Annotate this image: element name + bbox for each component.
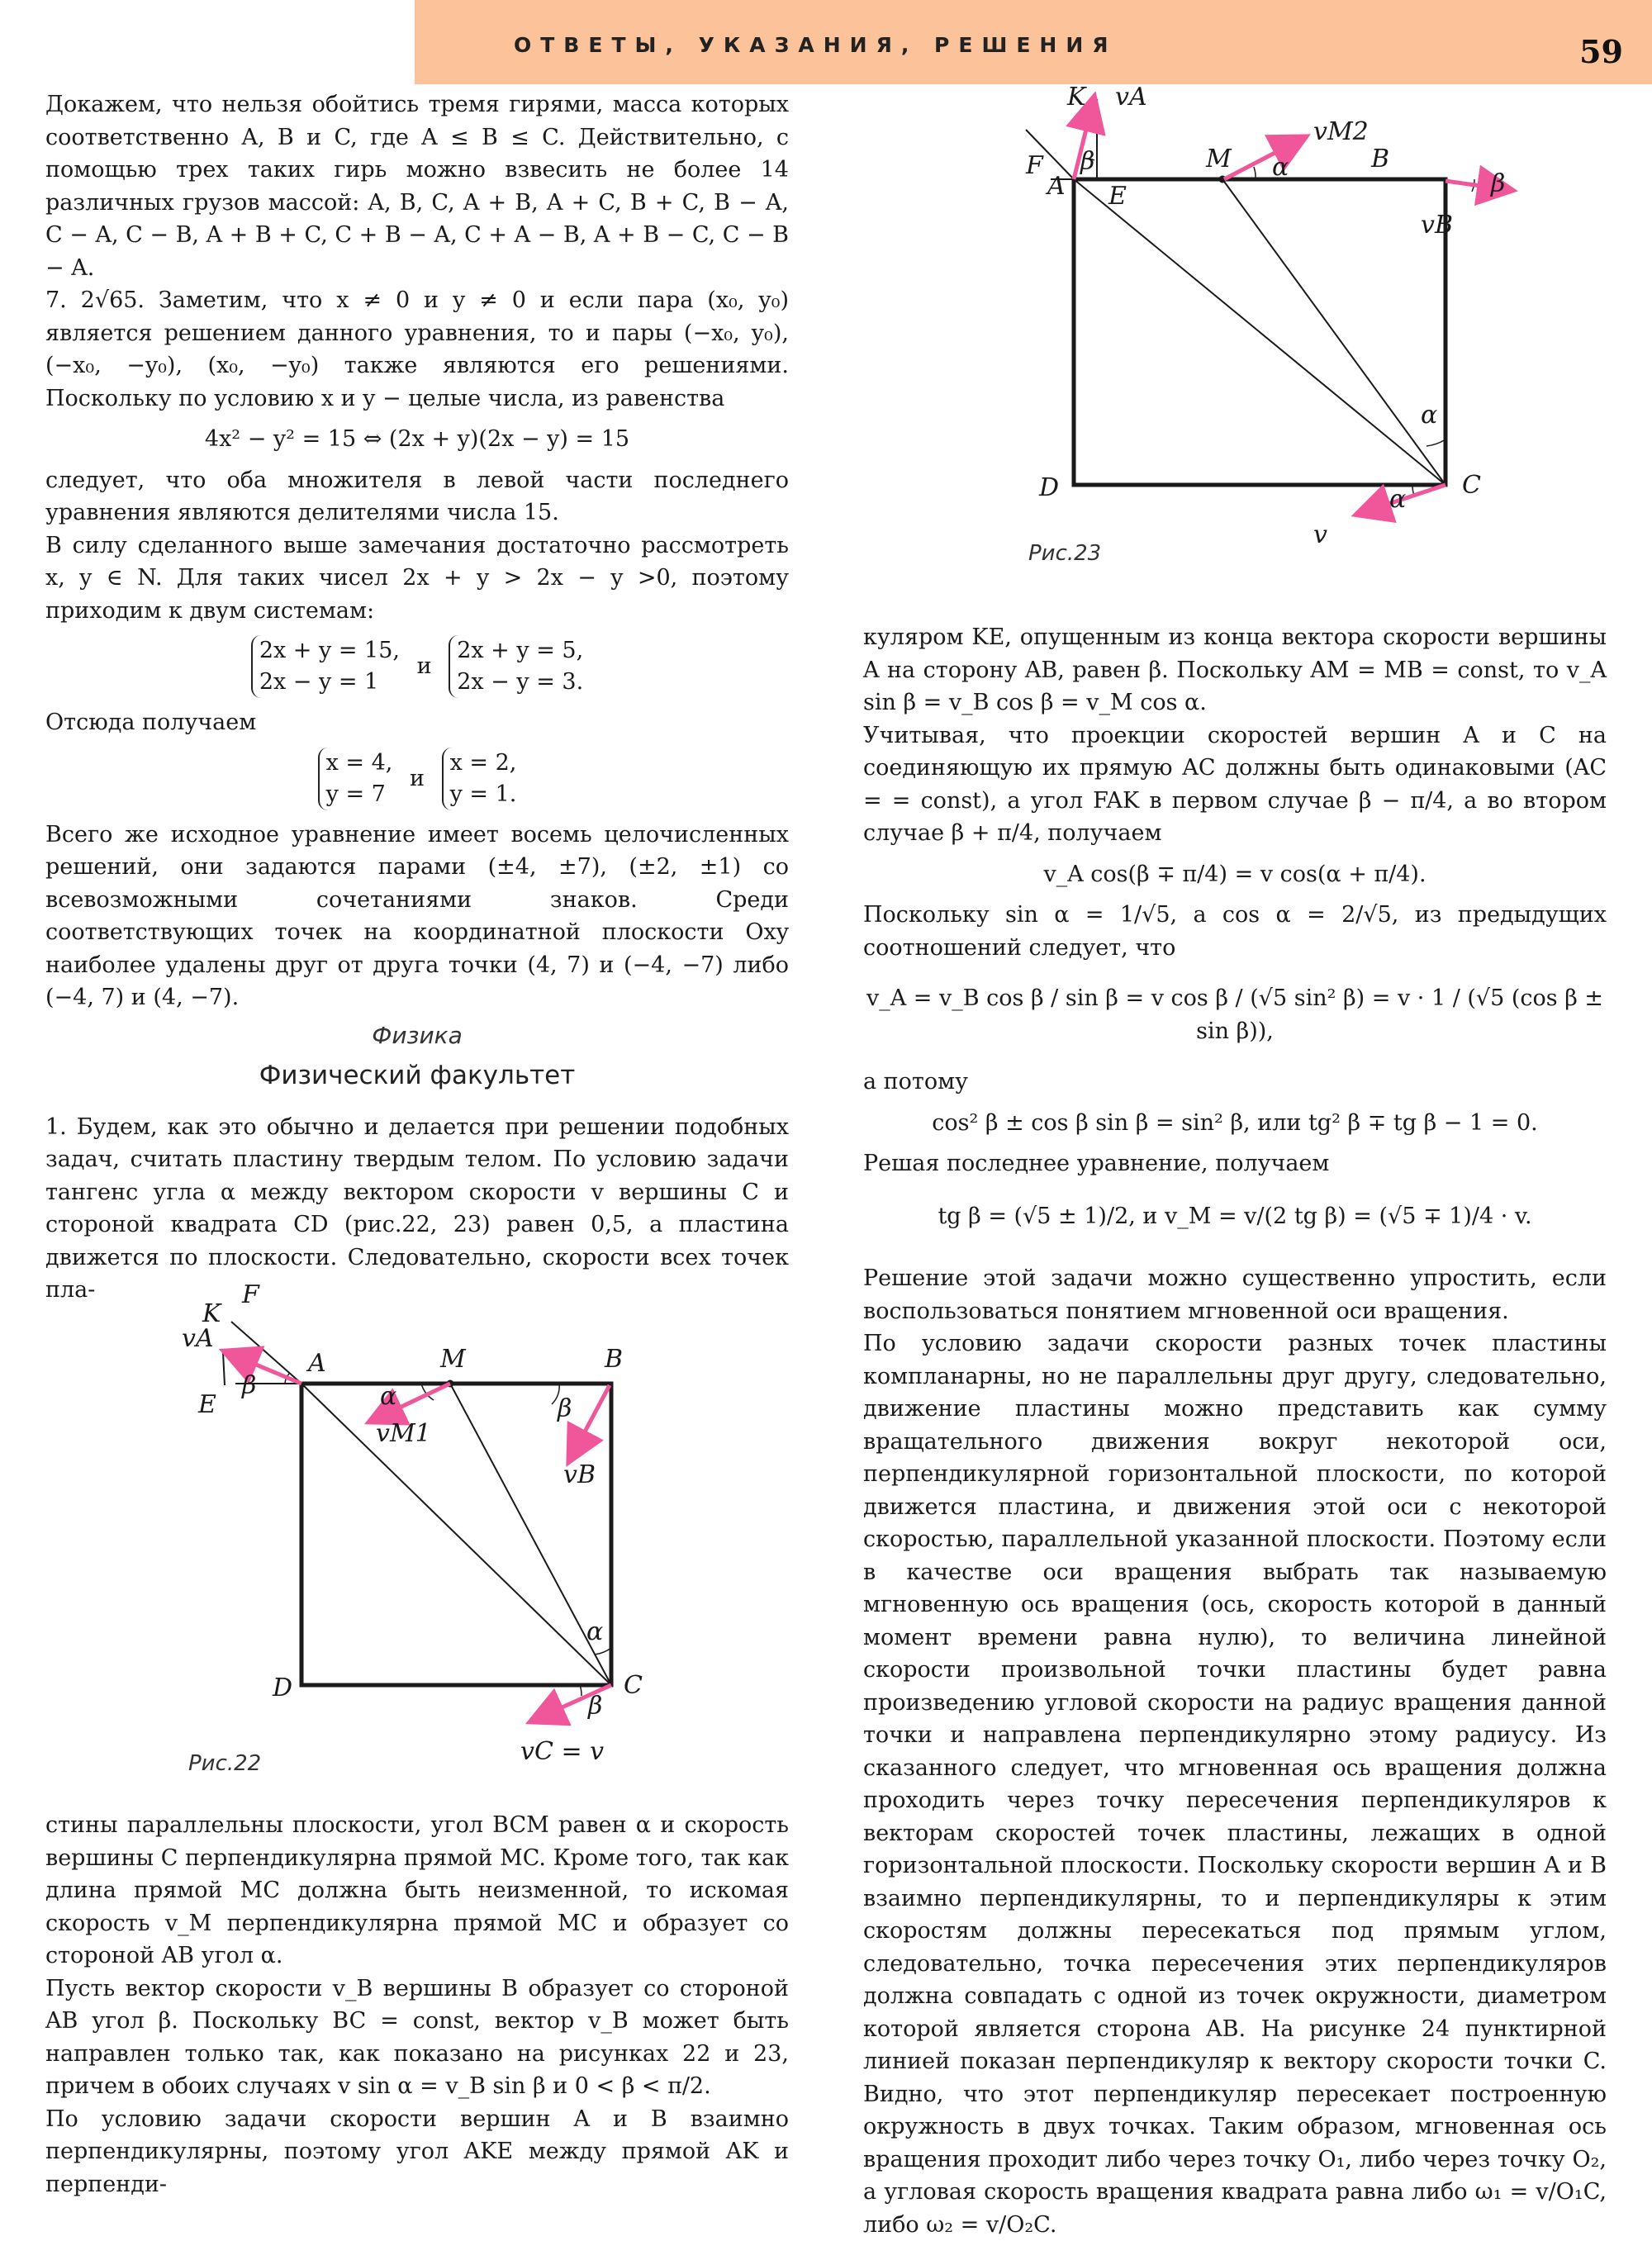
fig-label: v <box>1313 520 1327 549</box>
left-column-bottom <box>45 1809 789 2201</box>
figure-caption: Рис.22 <box>188 1751 262 1776</box>
fig-label: M <box>440 1345 466 1374</box>
fig-label: E <box>1108 182 1127 211</box>
paragraph: Пусть вектор скорости v_B вершины B образует со стороной AB угол β. Поскольку BC = const, вектор v_B может быть направлен только так, как показано на рисунках 22 и 23, причем в обоих случаях v sin α = v_B sin β и 0 < β < π/2. <box>45 1975 789 2099</box>
paragraph: Решая последнее уравнение, получаем <box>863 1151 1330 1176</box>
running-head: ОТВЕТЫ, УКАЗАНИЯ, РЕШЕНИЯ <box>514 33 1118 57</box>
fig-label: C <box>1462 471 1481 500</box>
fig-label: E <box>198 1390 216 1419</box>
section-heading: Физика <box>372 1021 463 1049</box>
paragraph: Решение этой задачи можно существенно упростить, если воспользоваться понятием мгновенной оси вращения. <box>863 1265 1607 1324</box>
paragraph: Поскольку sin α = 1/√5, a cos α = 2/√5, из предыдущих соотношений следует, что <box>863 902 1607 961</box>
fig-label: α <box>380 1382 397 1411</box>
subsection-heading: Физический факультет <box>259 1061 576 1090</box>
fig-label: β <box>558 1394 572 1423</box>
paragraph: Отсюда получаем <box>45 710 257 735</box>
fig-label: D <box>1039 473 1060 502</box>
fig-label: F <box>242 1280 259 1309</box>
fig-label: vC = v <box>520 1737 605 1766</box>
paragraph: следует, что оба множителя в левой части последнего уравнения являются делителями числа 15. <box>45 467 789 525</box>
paragraph: Всего же исходное уравнение имеет восемь целочисленных решений, они задаются парами (±4, ±7), (±2, ±1) со всевозможными сочетаниями знаков. Среди соответствующих точек на координатной плоскости Oxy наиболее удалены друг от друга точки (4, 7) и (−4, −7) либо (−4, 7) и (4, −7). <box>45 821 789 1010</box>
system-of-solutions: x = 4, y = 7 и x = 2, y = 1. <box>45 748 789 810</box>
left-column-top <box>45 88 789 1307</box>
paragraph: стины параллельны плоскости, угол BCM равен α и скорость вершины C перпендикулярна прямой MC. Кроме того, так как длина прямой MC должна быть неизменной, то искомая скорость v_M перпендикулярна прямой MC и образует со стороной AB угол α. <box>45 1812 789 1968</box>
fig-label: F <box>1026 151 1043 180</box>
paragraph: По условию задачи скорости разных точек пластины компланарны, но не параллельны друг другу, следовательно, движение пластины можно представить как сумму вращательного движения вокруг некоторой оси, перпендикулярной горизонтальной плоскости, по которой движется пластина, и движения этой оси с некоторой скоростью, параллельной указанной плоскости. Поэтому если в качестве оси вращения выбрать так называемую мгновенную ось вращения (ось, скорость которой в данный момент времени равна нулю), то величина линейной скорости произвольной точки пластины будет равна произведению угловой скорости на радиус вращения данной точки и направлена перпендикулярно этому радиусу. Из сказанного следует, что мгновенная ось вращения должна проходить через точку пересечения перпендикуляров к векторам скоростей точек пластины, лежащих в одной горизонтальной плоскости. Поскольку скорости вершин A и B взаимно перпендикулярны, то и перпендикуляры к этим скоростям должны пересекаться под прямым углом, следовательно, точка пересечения этих перпендикуляров должна совпадать с одной из точек окружности, диаметром которой является сторона AB. На рисунке 24 пунктирной линией показан перпендикуляр к вектору скорости точки C. Видно, что этот перпендикуляр пересекает построенную окружность в двух точках. Таким образом, мгновенная ось вращения проходит либо через точку O₁, либо через точку O₂, а угловая скорость вращения квадрата равна либо ω₁ = v/O₁C, либо ω₂ = v/O₂C. <box>863 1331 1607 2238</box>
system-left: 2x + y = 15, 2x − y = 1 <box>251 635 400 698</box>
figure-23 <box>1008 83 1506 555</box>
paragraph: В силу сделанного выше замечания достаточно рассмотреть x, y ∈ N. Для таких чисел 2x + y > 2x − y >0, поэтому приходим к двум системам: <box>45 532 789 624</box>
fig-label: α <box>586 1617 604 1646</box>
fig-label: α <box>1389 485 1407 514</box>
paragraph: По условию задачи скорости вершин A и B взаимно перпендикулярны, поэтому угол AKE между прямой AK и перпенди- <box>45 2106 789 2197</box>
equation: v_A cos(β ∓ π/4) = v cos(α + π/4). <box>1043 861 1427 887</box>
fig-label: K <box>202 1299 221 1328</box>
fig-label: β <box>588 1692 603 1721</box>
system-of-equations: 2x + y = 15, 2x − y = 1 и 2x + y = 5, 2x − y = 3. <box>45 635 789 698</box>
fig-label: K <box>1067 83 1086 112</box>
fig-label: D <box>273 1674 293 1702</box>
paragraph: 1. Будем, как это обычно и делается при решении подобных задач, считать пластину твердым телом. По условию задачи тангенс угла α между вектором скорости v вершины C и стороной квадрата CD (рис.22, 23) равен 0,5, а пластина движется по плоскости. Следовательно, скорости всех точек пла- <box>45 1113 789 1303</box>
paragraph: Докажем, что нельзя обойтись тремя гирями, масса которых соответственно A, B и C, где A ≤ B ≤ C. Действительно, с помощью трех таких гирь можно взвесить не более 14 различных грузов массой: A, B, C, A + B, A + C, B + C, B − A, C − A, C − B, A + B + C, C + B − A, C + A − B, A + B − C, C − B − A. <box>45 92 789 281</box>
fig-label: M <box>1206 145 1232 173</box>
fig-label: A <box>308 1349 326 1378</box>
fig-label: α <box>1421 401 1438 430</box>
paragraph: куляром KE, опущенным из конца вектора скорости вершины A на сторону AB, равен β. Поскольку AM = MB = const, то v_A sin β = v_B cos β = v_M cos α. <box>863 624 1607 715</box>
system-right: x = 2, y = 1. <box>442 748 517 810</box>
equation: 4x² − y² = 15 ⇔ (2x + y)(2x − y) = 15 <box>204 426 630 452</box>
header-bar <box>415 0 1652 84</box>
system-right: 2x + y = 5, 2x − y = 3. <box>449 635 583 698</box>
fig-label: vA <box>182 1324 214 1353</box>
fig-label: β <box>1491 169 1506 198</box>
equation: cos² β ± cos β sin β = sin² β, или tg² β ∓ tg β − 1 = 0. <box>932 1109 1538 1136</box>
figure-22 <box>157 1280 752 1772</box>
fig-label: C <box>624 1671 643 1700</box>
paragraph: 7. 2√65. Заметим, что x ≠ 0 и y ≠ 0 и если пара (x₀, y₀) является решением данного уравнения, то и пары (−x₀, y₀), (−x₀, −y₀), (x₀, −y₀) также являются его решениями. Поскольку по условию x и y − целые числа, из равенства <box>45 287 789 411</box>
fig-label: B <box>605 1345 624 1374</box>
fig-label: α <box>1272 153 1289 182</box>
right-column <box>863 621 1607 2241</box>
fig-label: vA <box>1115 83 1147 112</box>
paragraph: Учитывая, что проекции скоростей вершин A и C на соединяющую их прямую AC должны быть одинаковыми (AC = = const), а угол FAK в первом случае β − π/4, а во втором случае β + π/4, получаем <box>863 722 1607 846</box>
fig-label: vB <box>563 1460 596 1489</box>
fig-label: A <box>1047 172 1066 201</box>
system-left: x = 4, y = 7 <box>318 748 393 810</box>
fig-label: vM1 <box>376 1419 431 1448</box>
fig-label: B <box>1371 145 1390 173</box>
paragraph: а потому <box>863 1069 969 1094</box>
fig-label: β <box>1080 147 1095 176</box>
fig-label: β <box>242 1371 257 1400</box>
fig-label: vM2 <box>1313 117 1369 146</box>
figure-caption: Рис.23 <box>1028 541 1102 566</box>
page-number: 59 <box>1579 33 1623 70</box>
equation: v_A = v_B cos β / sin β = v cos β / (√5 sin² β) = v · 1 / (√5 (cos β ± sin β)), <box>866 985 1604 1044</box>
equation: tg β = (√5 ± 1)/2, и v_M = v/(2 tg β) = (√5 ∓ 1)/4 · v. <box>938 1203 1532 1229</box>
fig-label: vB <box>1421 211 1453 240</box>
